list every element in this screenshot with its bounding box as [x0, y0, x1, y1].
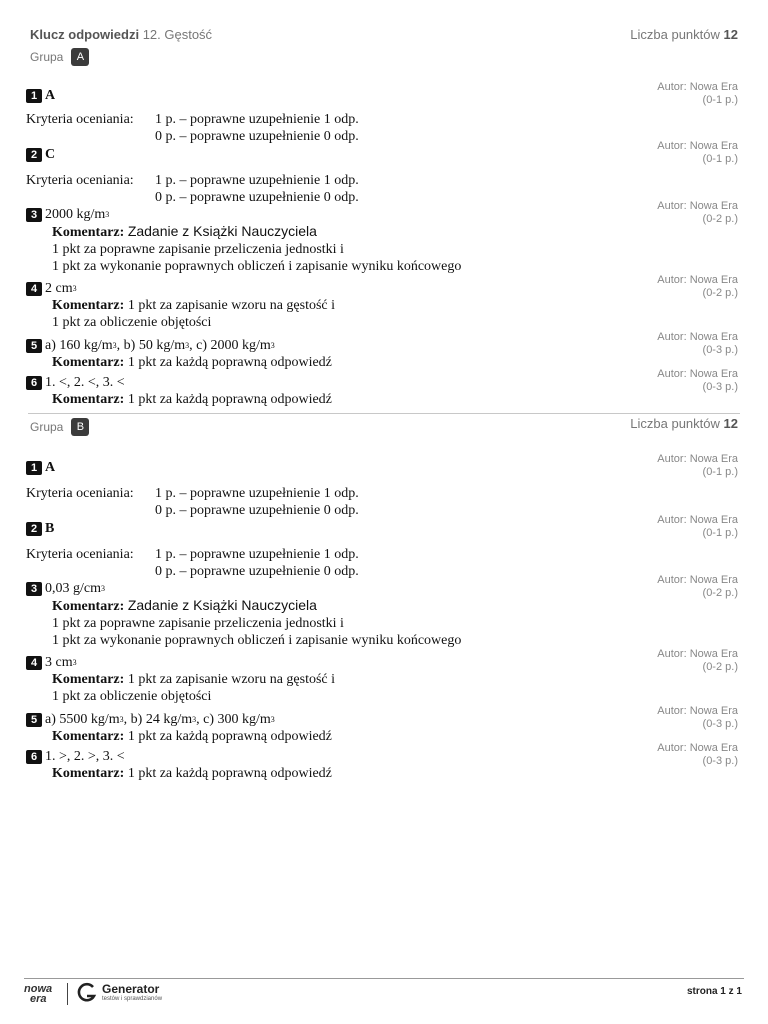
answer: 3 cm	[45, 655, 73, 670]
question-number: 1	[26, 461, 42, 475]
title-rest: 12. Gęstość	[142, 27, 213, 42]
comment-label: Komentarz:	[52, 729, 125, 744]
points-range: (0-1 p.)	[702, 466, 738, 478]
points-range: (0-3 p.)	[702, 755, 738, 767]
question-a6	[26, 368, 738, 408]
points-range: (0-1 p.)	[702, 94, 738, 106]
answer: A	[45, 88, 56, 103]
comment-heading: Zadanie z Książki Nauczyciela	[127, 597, 317, 613]
criteria-line: 1 p. – poprawne uzupełnienie 1 odp.	[155, 547, 359, 562]
criteria-label: Kryteria oceniania:	[26, 112, 134, 127]
group-label: Grupa	[30, 420, 64, 434]
answer: 1. >, 2. >, 3. <	[45, 749, 125, 764]
author-label: Autor: Nowa Era	[657, 200, 738, 212]
author-label: Autor: Nowa Era	[657, 368, 738, 380]
group-a-header	[30, 48, 89, 66]
total-points	[630, 27, 738, 42]
question-number: 4	[26, 656, 42, 670]
points-range: (0-3 p.)	[702, 344, 738, 356]
points-range: (0-1 p.)	[702, 153, 738, 165]
question-a5: Autor: Nowa Era (0-3 p.) 5 a) 160 kg/m 3 , b) 50 kg/m 3 , c) 2000 kg/m 3 Komentarz: 1 pkt za każdą poprawną odpowiedź	[26, 337, 738, 371]
question-number: 2	[26, 148, 42, 162]
generator-g-icon	[76, 982, 98, 1004]
criteria-line: 0 p. – poprawne uzupełnienie 0 odp.	[155, 503, 359, 518]
author-label: Autor: Nowa Era	[657, 648, 738, 660]
group-badge: A	[71, 48, 89, 66]
answer-part-b: , b) 50 kg/m	[116, 338, 186, 353]
comment-line: 1 pkt za każdą poprawną odpowiedź	[127, 392, 332, 407]
points-label: Liczba punktów	[630, 27, 720, 42]
criteria-line: 0 p. – poprawne uzupełnienie 0 odp.	[155, 564, 359, 579]
comment-label: Komentarz:	[52, 225, 125, 240]
criteria-line: 1 p. – poprawne uzupełnienie 1 odp.	[155, 112, 359, 127]
logo-text: nowa	[24, 983, 53, 995]
author-label: Autor: Nowa Era	[657, 574, 738, 586]
comment-line: 1 pkt za wykonanie poprawnych obliczeń i zapisanie wyniku końcowego	[52, 259, 462, 274]
criteria-line: 0 p. – poprawne uzupełnienie 0 odp.	[155, 190, 359, 205]
points-range: (0-3 p.)	[702, 381, 738, 393]
question-b5: Autor: Nowa Era (0-3 p.) 5 a) 5500 kg/m 3 , b) 24 kg/m 3 , c) 300 kg/m 3 Komentarz: 1 pkt za każdą poprawną odpowiedź	[26, 711, 738, 745]
question-number: 5	[26, 339, 42, 353]
points-range: (0-2 p.)	[702, 287, 738, 299]
comment-heading: Zadanie z Książki Nauczyciela	[127, 223, 317, 239]
criteria-label: Kryteria oceniania:	[26, 486, 134, 501]
points-range: (0-2 p.)	[702, 587, 738, 599]
answer-part-b: , b) 24 kg/m	[123, 712, 193, 727]
comment-label: Komentarz:	[52, 298, 125, 313]
question-number: 6	[26, 750, 42, 764]
group-b-header	[30, 418, 89, 436]
question-number: 3	[26, 208, 42, 222]
footer-divider	[24, 978, 744, 979]
page-number: strona 1 z 1	[686, 986, 742, 997]
comment-line: 1 pkt za poprawne zapisanie przeliczenia jednostki i	[52, 242, 344, 257]
comment-line: 1 pkt za wykonanie poprawnych obliczeń i zapisanie wyniku końcowego	[52, 633, 462, 648]
comment-line: 1 pkt za każdą poprawną odpowiedź	[127, 729, 332, 744]
criteria-label: Kryteria oceniania:	[26, 547, 134, 562]
group-label: Grupa	[30, 50, 64, 64]
answer: C	[45, 147, 56, 162]
question-b2	[26, 514, 738, 580]
comment-line: 1 pkt za zapisanie wzoru na gęstość i	[127, 672, 336, 687]
question-b3: Autor: Nowa Era (0-2 p.) 3 0,03 g/cm 3 Komentarz: Zadanie z Książki Nauczyciela 1 pkt za poprawne zapisanie przeliczenia jednostki i 1 pkt za wykonanie poprawnych obliczeń i zapisanie wyniku końcowego	[26, 580, 738, 649]
points-range: (0-1 p.)	[702, 527, 738, 539]
answer: 2 cm	[45, 281, 73, 296]
question-number: 3	[26, 582, 42, 596]
comment-line: 1 pkt za obliczenie objętości	[52, 689, 212, 704]
logo-separator	[67, 983, 68, 1005]
question-a4: Autor: Nowa Era (0-2 p.) 4 2 cm 3 Komentarz: 1 pkt za zapisanie wzoru na gęstość i 1 pkt za obliczenie objętości	[26, 280, 738, 331]
points-range: (0-2 p.)	[702, 661, 738, 673]
answer: A	[45, 460, 56, 475]
generator-subtitle: testów i sprawdzianów	[102, 996, 163, 1002]
criteria-line: 1 p. – poprawne uzupełnienie 1 odp.	[155, 173, 359, 188]
comment-line: 1 pkt za poprawne zapisanie przeliczenia jednostki i	[52, 616, 344, 631]
comment-label: Komentarz:	[52, 355, 125, 370]
question-number: 6	[26, 376, 42, 390]
question-number: 5	[26, 713, 42, 727]
author-label: Autor: Nowa Era	[657, 140, 738, 152]
question-b1	[26, 453, 738, 519]
group-badge: B	[71, 418, 89, 436]
comment-line: 1 pkt za każdą poprawną odpowiedź	[127, 355, 332, 370]
author-label: Autor: Nowa Era	[657, 453, 738, 465]
comment-label: Komentarz:	[52, 599, 125, 614]
logo-text: era	[30, 993, 47, 1005]
points-value: 12	[723, 416, 738, 431]
author-label: Autor: Nowa Era	[657, 705, 738, 717]
answer-part-a: a) 160 kg/m	[45, 338, 113, 353]
points-range: (0-2 p.)	[702, 213, 738, 225]
points-label: Liczba punktów	[630, 416, 720, 431]
answer-part-c: , c) 2000 kg/m	[189, 338, 271, 353]
comment-label: Komentarz:	[52, 766, 125, 781]
nowa-era-logo	[24, 984, 52, 1004]
group-b-points	[630, 416, 738, 431]
author-label: Autor: Nowa Era	[657, 514, 738, 526]
question-number: 1	[26, 89, 42, 103]
document-title	[30, 27, 212, 42]
points-range: (0-3 p.)	[702, 718, 738, 730]
question-b6	[26, 742, 738, 782]
criteria-label: Kryteria oceniania:	[26, 173, 134, 188]
author-label: Autor: Nowa Era	[657, 331, 738, 343]
comment-line: 1 pkt za każdą poprawną odpowiedź	[127, 766, 332, 781]
generator-logo	[76, 982, 162, 1004]
question-number: 4	[26, 282, 42, 296]
question-b4: Autor: Nowa Era (0-2 p.) 4 3 cm 3 Komentarz: 1 pkt za zapisanie wzoru na gęstość i 1 pkt za obliczenie objętości	[26, 654, 738, 705]
criteria-line: 1 p. – poprawne uzupełnienie 1 odp.	[155, 486, 359, 501]
author-label: Autor: Nowa Era	[657, 81, 738, 93]
criteria-line: 0 p. – poprawne uzupełnienie 0 odp.	[155, 129, 359, 144]
answer-part-c: , c) 300 kg/m	[196, 712, 271, 727]
question-a3: Autor: Nowa Era (0-2 p.) 3 2000 kg/m 3 Komentarz: Zadanie z Książki Nauczyciela 1 pkt za poprawne zapisanie przeliczenia jednostki i 1 pkt za wykonanie poprawnych obliczeń i zapisanie wyniku końcowego	[26, 206, 738, 275]
author-label: Autor: Nowa Era	[657, 742, 738, 754]
answer: 2000 kg/m	[45, 207, 106, 222]
points-value: 12	[723, 27, 738, 42]
group-divider	[28, 413, 740, 414]
comment-line: 1 pkt za zapisanie wzoru na gęstość i	[127, 298, 336, 313]
question-a1	[26, 81, 738, 145]
author-label: Autor: Nowa Era	[657, 274, 738, 286]
answer: 1. <, 2. <, 3. <	[45, 375, 125, 390]
answer: 0,03 g/cm	[45, 581, 101, 596]
question-number: 2	[26, 522, 42, 536]
generator-title: Generator	[102, 982, 160, 996]
answer-part-a: a) 5500 kg/m	[45, 712, 120, 727]
title-bold: Klucz odpowiedzi	[30, 27, 140, 42]
answer: B	[45, 521, 55, 536]
comment-label: Komentarz:	[52, 392, 125, 407]
comment-line: 1 pkt za obliczenie objętości	[52, 315, 212, 330]
question-a2	[26, 140, 738, 206]
comment-label: Komentarz:	[52, 672, 125, 687]
